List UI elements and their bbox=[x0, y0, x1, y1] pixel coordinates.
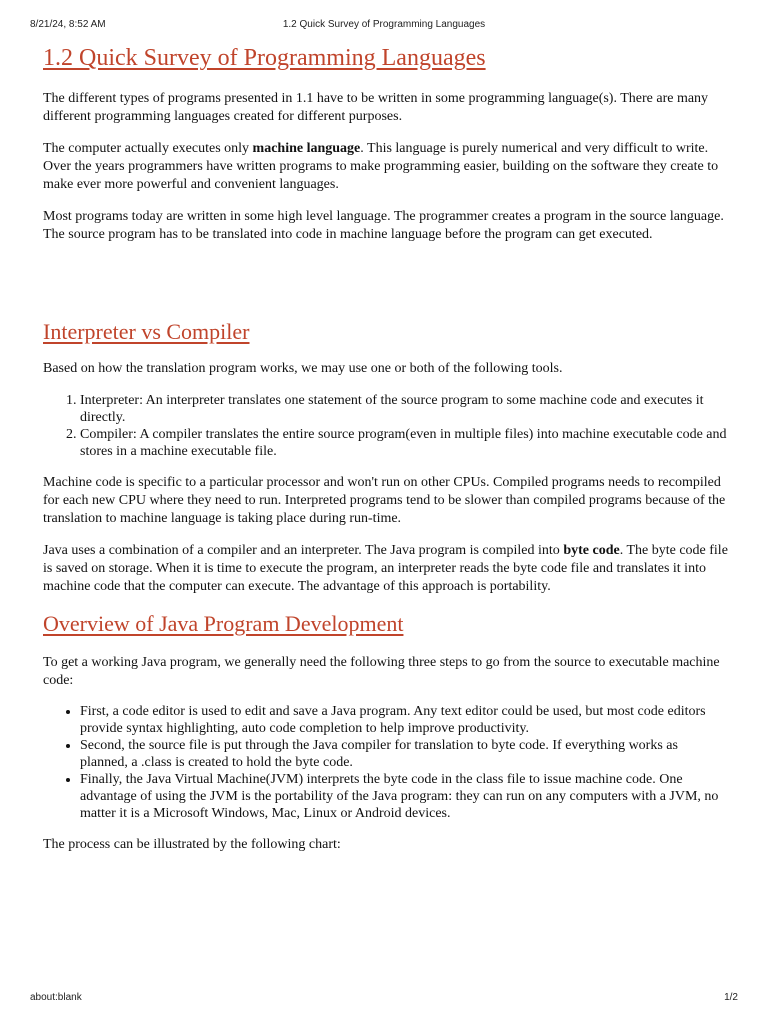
chart-intro-paragraph: The process can be illustrated by the following chart: bbox=[43, 837, 341, 852]
intro-p2-text-b: . This language is purely numerical and very difficult to write. Over the years programmers have written programs to make programming easier, building on the software they create to make ever more powerful and convenient languages. bbox=[43, 141, 719, 192]
intro-p2-text-a: The computer actually executes only bbox=[43, 141, 253, 156]
print-page-number: 1/2 bbox=[724, 992, 738, 1003]
print-url: about:blank bbox=[30, 992, 82, 1003]
interpreter-lead-paragraph: Based on how the translation program works, we may use one or both of the following tools. bbox=[43, 361, 563, 376]
machine-language-term: machine language bbox=[252, 141, 361, 156]
print-doc-title: 1.2 Quick Survey of Programming Languages bbox=[282, 19, 486, 30]
list-item-compiler: 2. Compiler: A compiler translates the entire source program(even in multiple files) into machine executable code and stores in a machine executable file. bbox=[80, 426, 728, 460]
intro-paragraph-2 bbox=[43, 140, 728, 194]
machine-code-paragraph: Machine code is specific to a particular processor and won't run on other CPUs. Compiled programs needs to recompiled for each new CPU where they need to run. Interpreted programs tend to be slower than compiled programs because of the translation to machine language is taking place during run-time. bbox=[43, 475, 726, 526]
heading-interpreter-vs-compiler: Interpreter vs Compiler bbox=[43, 319, 250, 344]
steps-list bbox=[43, 703, 728, 822]
list-item-interpreter: 1. Interpreter: An interpreter translates one statement of the source program to some machine code and executes it directly. bbox=[80, 392, 728, 426]
byte-code-term: byte code bbox=[563, 543, 620, 558]
list-item-step-jvm: • Finally, the Java Virtual Machine(JVM) interprets the byte code in the class file to issue machine code. One advantage of using the JVM is the portability of the Java program: they can run on any computers with a JVM, no matter it is a Microsoft Windows, Mac, Linux or Android devices. bbox=[80, 771, 728, 822]
print-datetime: 8/21/24, 8:52 AM bbox=[30, 19, 106, 30]
print-footer bbox=[30, 992, 738, 1006]
tools-list bbox=[43, 392, 728, 460]
list-item-step-compiler: • Second, the source file is put through the Java compiler for translation to byte code. If everything works as planned, a .class is created to hold the byte code. bbox=[80, 737, 728, 771]
java-p-text-b: . The byte code file is saved on storage. When it is time to execute the program, an interpreter reads the byte code file and translates it into machine code that the computer can execute. The advantage of this approach is portability. bbox=[43, 543, 728, 594]
list-item-step-editor: • First, a code editor is used to edit and save a Java program. Any text editor could be used, but most code editors provide syntax highlighting, auto code completion to help improve productivity. bbox=[80, 703, 728, 737]
heading-java-overview: Overview of Java Program Development bbox=[43, 611, 404, 636]
java-p-text-a: Java uses a combination of a compiler and an interpreter. The Java program is compiled into bbox=[43, 543, 564, 558]
overview-lead-paragraph: To get a working Java program, we generally need the following three steps to go from the source to executable machine code: bbox=[43, 655, 720, 688]
java-bytecode-paragraph bbox=[43, 542, 728, 596]
intro-paragraph-1: The different types of programs presented in 1.1 have to be written in some programming language(s). There are many different programming languages created for different purposes. bbox=[43, 91, 709, 124]
intro-paragraph-3: Most programs today are written in some high level language. The programmer creates a program in the source language. The source program has to be translated into code in machine language before the program can get executed. bbox=[43, 209, 724, 242]
print-header bbox=[30, 19, 738, 33]
document-content bbox=[43, 40, 728, 854]
page-title: 1.2 Quick Survey of Programming Languages bbox=[43, 45, 486, 71]
